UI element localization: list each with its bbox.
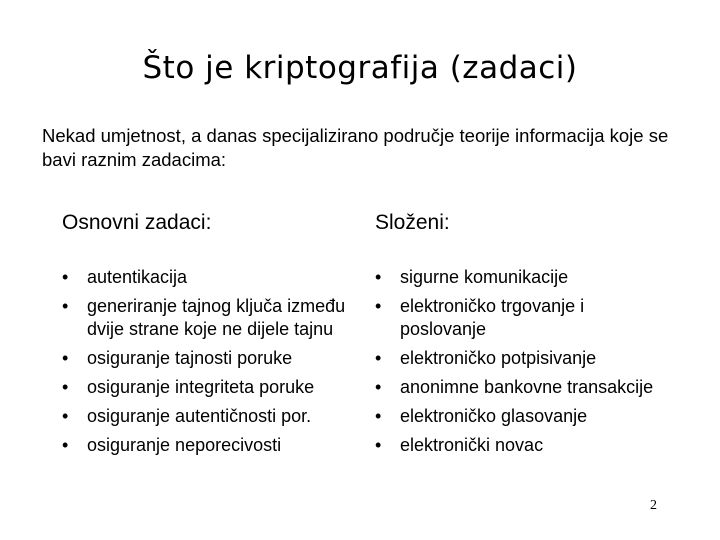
list-item-text: osiguranje tajnosti poruke — [87, 348, 293, 368]
list-item — [375, 405, 665, 428]
list-item-text: anonimne bankovne transakcije — [400, 377, 654, 397]
intro-text: Nekad umjetnost, a danas specijalizirano područje teorije informacija koje se bavi raznim zadacima: — [42, 125, 669, 170]
complex-tasks-column — [375, 210, 665, 463]
column-heading: Osnovni zadaci: — [62, 211, 212, 234]
bullet-list — [62, 266, 352, 457]
list-item — [62, 347, 352, 370]
list-item — [375, 295, 665, 341]
list-item — [375, 266, 665, 289]
list-item-text: sigurne komunikacije — [400, 267, 569, 287]
bullet-icon: • — [62, 267, 69, 287]
list-item — [375, 347, 665, 370]
bullet-icon: • — [375, 377, 382, 397]
column-heading: Složeni: — [375, 211, 450, 234]
bullet-list — [375, 266, 665, 457]
list-item — [62, 434, 352, 457]
list-item-text: elektroničko trgovanje i poslovanje — [400, 296, 585, 339]
list-item-text: osiguranje integriteta poruke — [87, 377, 315, 397]
list-item-text: osiguranje autentičnosti por. — [87, 406, 312, 426]
bullet-icon: • — [62, 348, 69, 368]
page-number: 2 — [650, 498, 657, 513]
list-item-text: osiguranje neporecivosti — [87, 435, 282, 455]
bullet-icon: • — [375, 267, 382, 287]
list-item — [62, 376, 352, 399]
list-item-text: elektronički novac — [400, 435, 544, 455]
slide-title: Što je kriptografija (zadaci) — [142, 50, 578, 86]
bullet-icon: • — [375, 435, 382, 455]
bullet-icon: • — [375, 348, 382, 368]
bullet-icon: • — [62, 296, 69, 316]
list-item — [375, 376, 665, 399]
bullet-icon: • — [375, 406, 382, 426]
list-item-text: autentikacija — [87, 267, 188, 287]
bullet-icon: • — [62, 377, 69, 397]
bullet-icon: • — [62, 435, 69, 455]
list-item — [62, 295, 352, 341]
list-item — [62, 266, 352, 289]
list-item — [375, 434, 665, 457]
list-item-text: elektroničko glasovanje — [400, 406, 588, 426]
basic-tasks-column — [62, 210, 352, 463]
bullet-icon: • — [375, 296, 382, 316]
list-item-text: elektroničko potpisivanje — [400, 348, 597, 368]
bullet-icon: • — [62, 406, 69, 426]
list-item-text: generiranje tajnog ključa između dvije strane koje ne dijele tajnu — [87, 296, 346, 339]
list-item — [62, 405, 352, 428]
